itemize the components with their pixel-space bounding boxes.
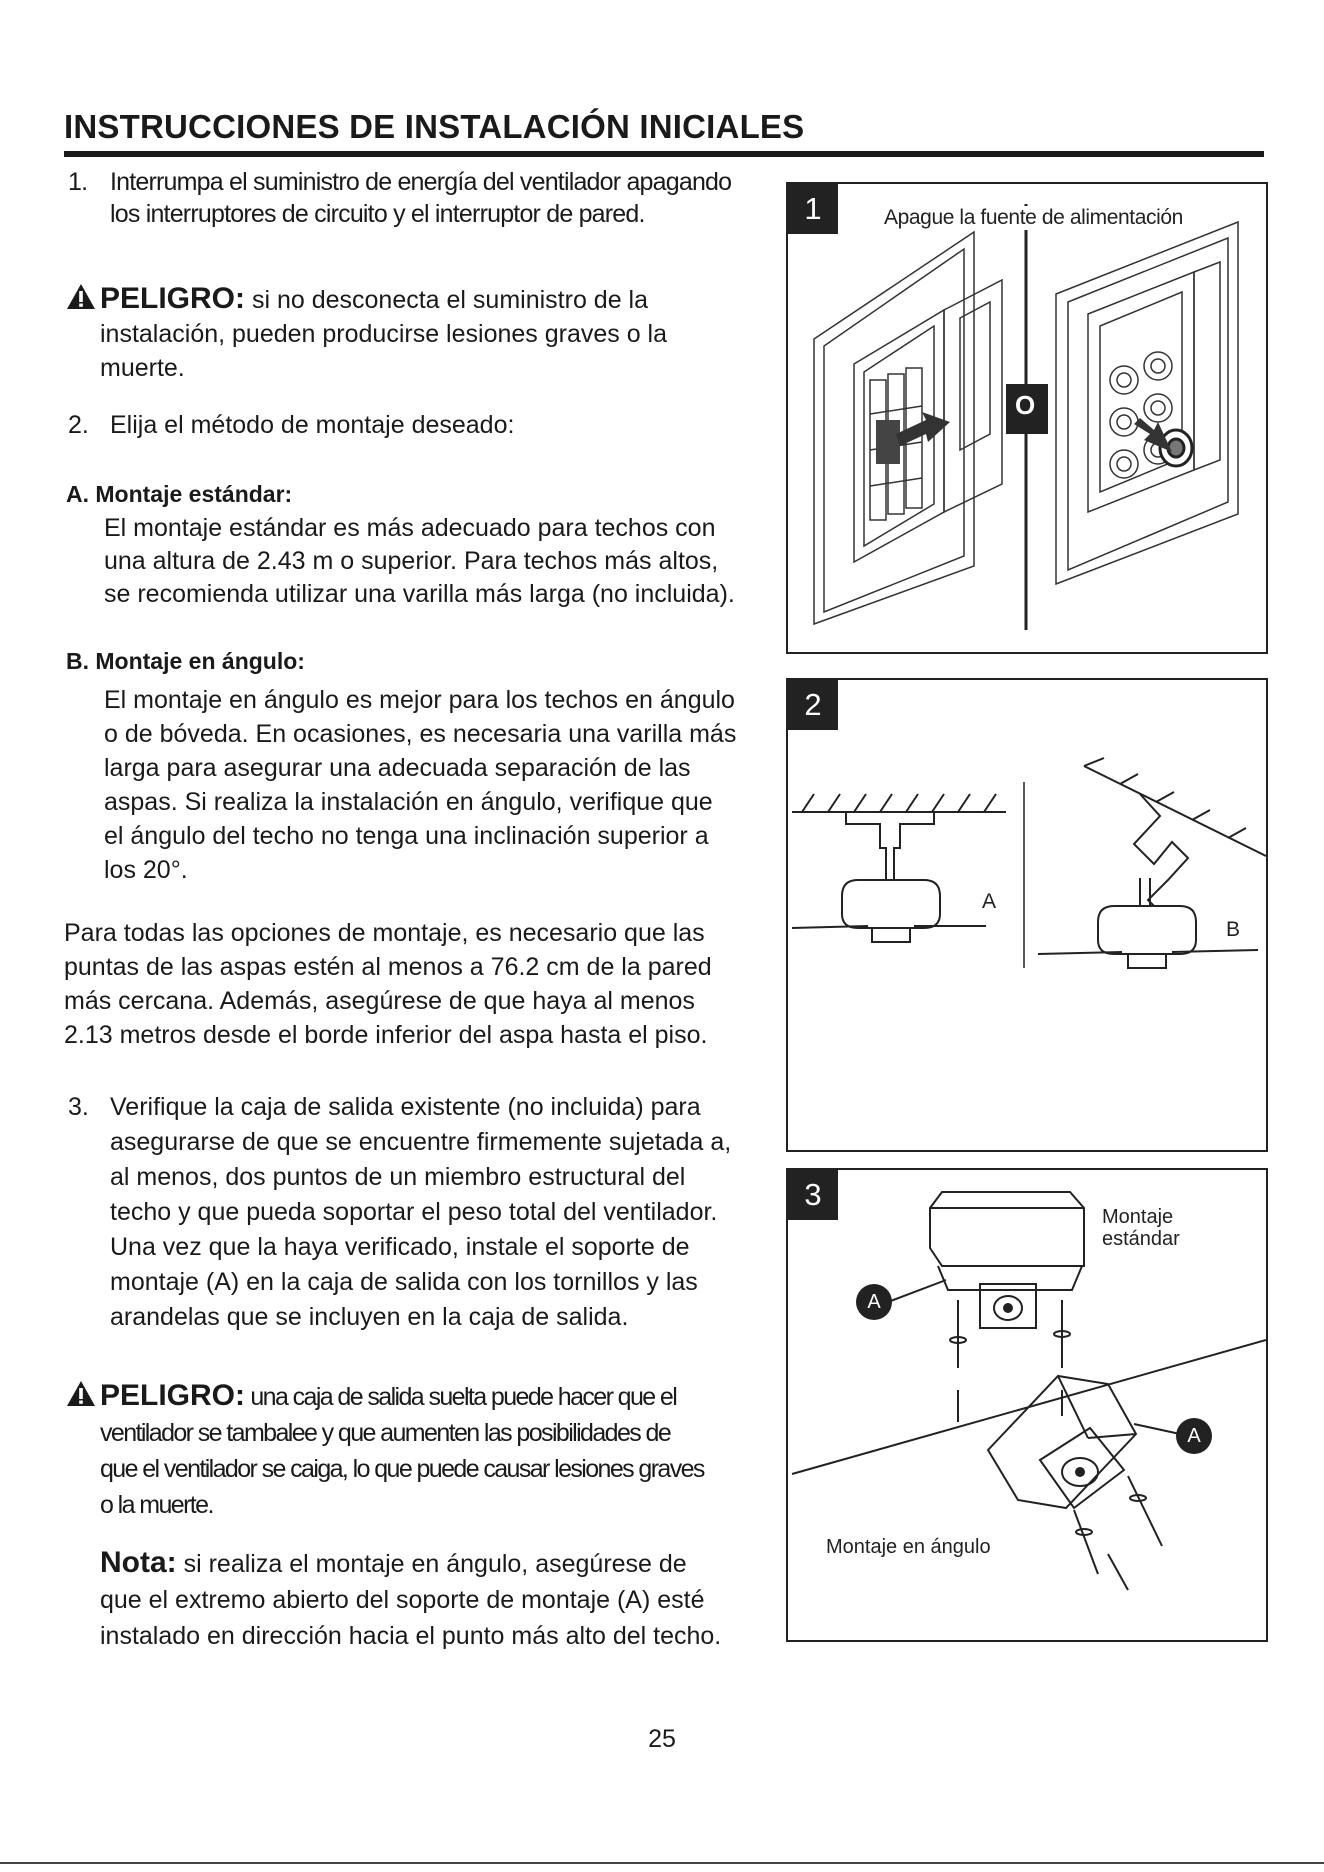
- danger-notice-2: [66, 1378, 796, 1523]
- panel-2-badge: 2: [788, 680, 838, 730]
- label-b-angled: B: [1226, 918, 1241, 941]
- mount-a-line: El montaje estándar es más adecuado para techos con: [104, 514, 716, 542]
- page-number: 25: [648, 1725, 676, 1753]
- callout-a-standard: A: [856, 1284, 892, 1320]
- label-angled-mount: Montaje en ángulo: [826, 1536, 991, 1558]
- bracket-installation-illustration: [788, 1170, 1266, 1640]
- clearance-line: 2.13 metros desde el borde inferior del aspa hasta el piso.: [64, 1021, 708, 1049]
- danger-2-line: una caja de salida suelta puede hacer que el: [245, 1383, 677, 1411]
- panel-1-badge: 1: [788, 184, 838, 234]
- step-3-line: asegurarse de que se encuentre firmemente sujetada a,: [110, 1128, 732, 1156]
- mount-b-line: el ángulo del techo no tenga una inclinación superior a: [104, 822, 709, 850]
- switch-off-label: O: [1015, 390, 1036, 420]
- step-1-line: Interrumpa el suministro de energía del ventilador apagando: [110, 168, 732, 196]
- step-3-line: montaje (A) en la caja de salida con los tornillos y las: [110, 1268, 698, 1296]
- step-3-line: Una vez que la haya verificado, instale el soporte de: [110, 1233, 690, 1261]
- mount-a-line: se recomienda utilizar una varilla más larga (no incluida).: [104, 580, 735, 608]
- clearance-line: más cercana. Además, asegúrese de que haya al menos: [64, 987, 695, 1015]
- clearance-line: Para todas las opciones de montaje, es necesario que las: [64, 919, 705, 947]
- label-standard-mount: estándar: [1102, 1228, 1180, 1250]
- step-1-number: 1.: [68, 168, 88, 196]
- warning-triangle-icon: [66, 283, 96, 310]
- danger-1-line: instalación, pueden producirse lesiones graves o la: [100, 320, 668, 348]
- danger-2-heading: PELIGRO:: [100, 1379, 246, 1412]
- step-1-line: los interruptores de circuito y el interruptor de pared.: [110, 200, 645, 228]
- step-3-line: al menos, dos puntos de un miembro estructural del: [110, 1163, 686, 1191]
- danger-notice-1: [66, 282, 786, 385]
- callout-a-angled: A: [1176, 1418, 1212, 1454]
- bottom-rule: [0, 1862, 1324, 1864]
- danger-1-heading: PELIGRO:: [100, 282, 246, 315]
- danger-2-line: ventilador se tambalee y que aumenten las posibilidades de: [100, 1419, 671, 1447]
- danger-2-line: que el ventilador se caiga, lo que puede causar lesiones graves: [100, 1455, 704, 1483]
- mount-b-line: los 20°.: [104, 856, 188, 884]
- clearance-paragraph: [64, 916, 784, 1052]
- page-title: INSTRUCCIONES DE INSTALACIÓN INICIALES: [64, 108, 805, 145]
- mount-b-line: o de bóveda. En ocasiones, es necesaria una varilla más: [104, 720, 737, 748]
- note-line: que el extremo abierto del soporte de montaje (A) esté: [100, 1586, 705, 1614]
- clearance-line: puntas de las aspas estén al menos a 76.2 cm de la pared: [64, 953, 712, 981]
- mount-a-body: [104, 512, 794, 611]
- note-heading: Nota:: [100, 1546, 177, 1579]
- panel-3-badge: 3: [788, 1170, 838, 1220]
- step-2-number: 2.: [68, 411, 89, 439]
- mount-a-line: una altura de 2.43 m o superior. Para techos más altos,: [104, 547, 719, 575]
- danger-1-line: muerte.: [100, 354, 185, 382]
- step-3-line: techo y que pueda soportar el peso total del ventilador.: [110, 1198, 718, 1226]
- mount-b-line: aspas. Si realiza la instalación en ángulo, verifique que: [104, 788, 713, 816]
- figure-panel-1: [786, 182, 1268, 654]
- danger-1-line: si no desconecta el suministro de la: [245, 286, 649, 314]
- note-paragraph: [100, 1545, 800, 1654]
- note-line: instalado en dirección hacia el punto más alto del techo.: [100, 1622, 722, 1650]
- label-a-standard: A: [982, 890, 997, 913]
- mount-a-heading: A. Montaje estándar:: [66, 481, 293, 507]
- warning-triangle-icon: [66, 1380, 96, 1407]
- mount-b-line: larga para asegurar una adecuada separación de las: [104, 754, 691, 782]
- mounting-options-illustration: [788, 680, 1266, 1150]
- label-standard-mount: Montaje: [1102, 1206, 1174, 1228]
- step-3-number: 3.: [68, 1093, 89, 1121]
- panel-1-caption: Apague la fuente de alimentación: [880, 206, 1187, 230]
- step-3-line: Verifique la caja de salida existente (no incluida) para: [110, 1093, 701, 1121]
- step-1: [68, 166, 788, 236]
- figure-panel-2: [786, 678, 1268, 1152]
- step-2: [68, 409, 788, 443]
- mount-b-line: El montaje en ángulo es mejor para los techos en ángulo: [104, 686, 735, 714]
- danger-2-line: o la muerte.: [100, 1491, 213, 1519]
- mount-b-heading: B. Montaje en ángulo:: [66, 648, 305, 674]
- figure-panel-3: [786, 1168, 1268, 1642]
- title-rule: [64, 151, 1264, 157]
- note-line: si realiza el montaje en ángulo, asegúrese de: [176, 1550, 687, 1578]
- mount-b-body: [104, 683, 794, 887]
- step-3-line: arandelas que se incluyen en la caja de salida.: [110, 1303, 629, 1331]
- step-2-text: Elija el método de montaje deseado:: [110, 411, 515, 439]
